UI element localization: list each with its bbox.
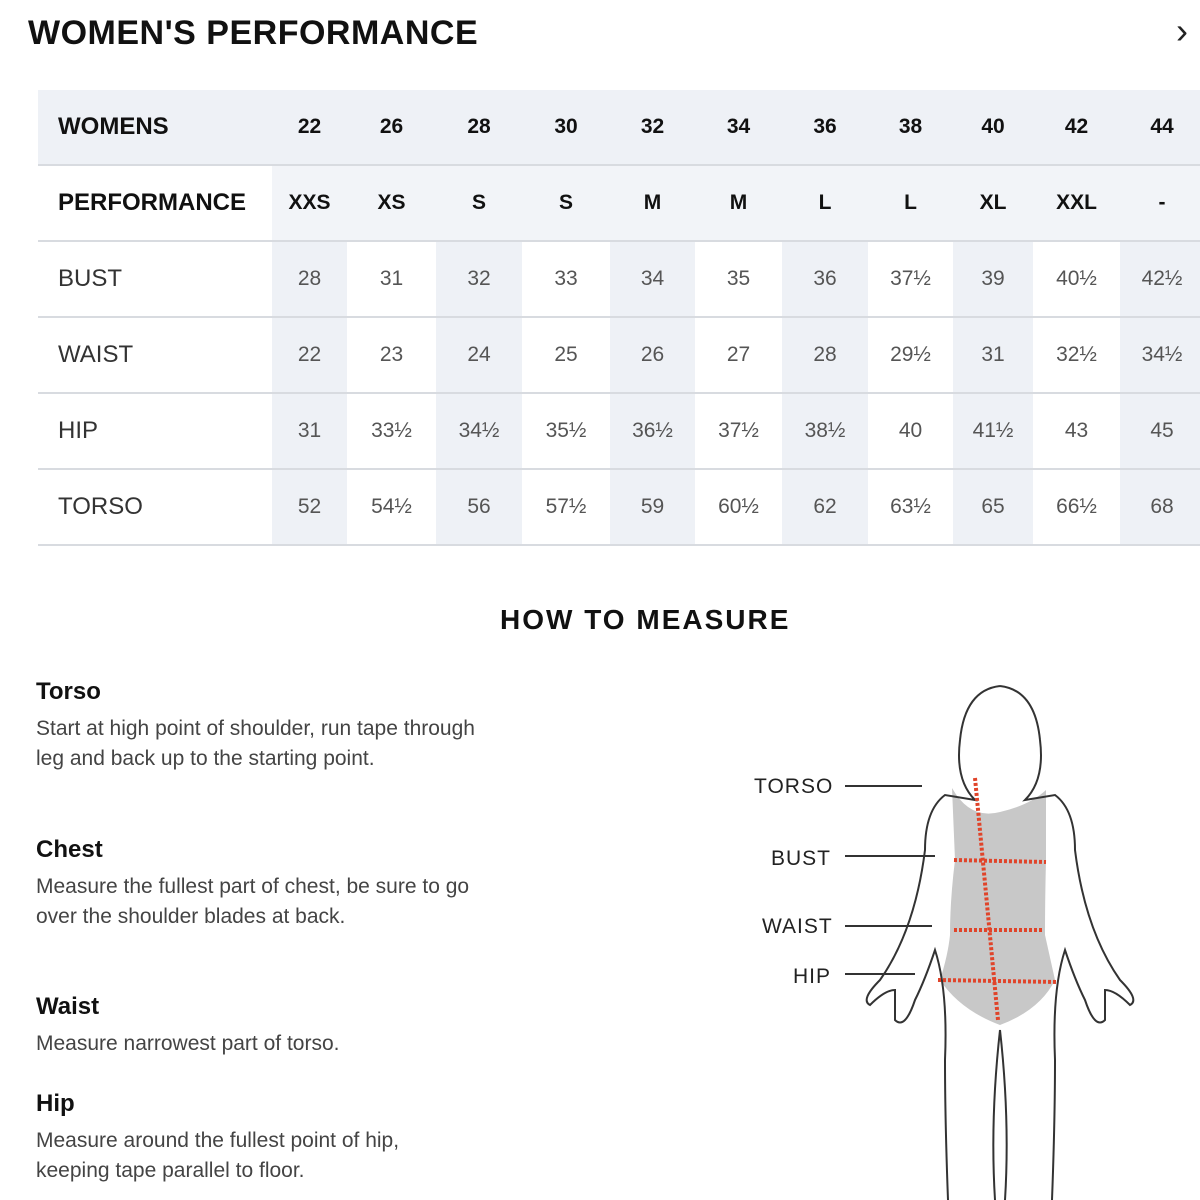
table-cell: S — [436, 165, 522, 241]
table-cell: S — [522, 165, 610, 241]
table-cell: 37½ — [868, 241, 953, 317]
table-row — [38, 165, 1200, 241]
row-label: TORSO — [38, 469, 272, 545]
table-cell: 66½ — [1033, 469, 1120, 545]
table-cell: 33 — [522, 241, 610, 317]
body-figure-illustration — [740, 670, 1160, 1200]
row-label: WAIST — [38, 317, 272, 393]
table-cell: 34½ — [436, 393, 522, 469]
table-cell: 40 — [953, 90, 1033, 165]
table-cell: 31 — [953, 317, 1033, 393]
table-cell: 32 — [610, 90, 695, 165]
table-cell: 32½ — [1033, 317, 1120, 393]
table-cell: 40½ — [1033, 241, 1120, 317]
table-cell: 30 — [522, 90, 610, 165]
table-cell: 28 — [782, 317, 868, 393]
table-row — [38, 469, 1200, 545]
table-cell: 62 — [782, 469, 868, 545]
table-cell: 22 — [272, 90, 347, 165]
table-cell: 38½ — [782, 393, 868, 469]
measure-waist — [36, 993, 476, 1059]
table-cell: 38 — [868, 90, 953, 165]
table-cell: 22 — [272, 317, 347, 393]
table-cell: XS — [347, 165, 436, 241]
table-cell: 28 — [272, 241, 347, 317]
table-cell: 44 — [1120, 90, 1200, 165]
measure-heading: Waist — [36, 993, 100, 1020]
row-label: PERFORMANCE — [38, 165, 272, 241]
table-cell: 34 — [610, 241, 695, 317]
table-cell: 35 — [695, 241, 782, 317]
table-cell: 56 — [436, 469, 522, 545]
measure-heading: Torso — [36, 678, 101, 705]
figure-label-bust: BUST — [771, 847, 832, 870]
table-cell: XXL — [1033, 165, 1120, 241]
measure-hip — [36, 1090, 476, 1186]
table-cell: 32 — [436, 241, 522, 317]
table-cell: L — [782, 165, 868, 241]
size-chart-table — [38, 90, 1200, 546]
measure-torso — [36, 678, 476, 774]
table-cell: 33½ — [347, 393, 436, 469]
measure-text: Start at high point of shoulder, run tape through leg and back up to the starting point. — [36, 717, 475, 770]
table-cell: 36½ — [610, 393, 695, 469]
table-cell: 26 — [610, 317, 695, 393]
table-cell: 52 — [272, 469, 347, 545]
table-cell: 31 — [347, 241, 436, 317]
table-cell: 36 — [782, 90, 868, 165]
swimsuit-shape — [940, 788, 1055, 1025]
table-row — [38, 393, 1200, 469]
table-cell: 42 — [1033, 90, 1120, 165]
page-title: WOMEN'S PERFORMANCE — [28, 14, 479, 52]
measure-heading: Hip — [36, 1090, 75, 1117]
table-cell: 68 — [1120, 469, 1200, 545]
figure-label-waist: WAIST — [762, 915, 833, 938]
table-cell: 36 — [782, 241, 868, 317]
table-cell: 42½ — [1120, 241, 1200, 317]
table-cell: 29½ — [868, 317, 953, 393]
table-cell: 41½ — [953, 393, 1033, 469]
table-cell: 28 — [436, 90, 522, 165]
table-cell: 31 — [272, 393, 347, 469]
figure-label-hip: HIP — [793, 965, 832, 988]
table-cell: 37½ — [695, 393, 782, 469]
table-cell: 57½ — [522, 469, 610, 545]
table-cell: XXS — [272, 165, 347, 241]
how-to-measure-title: HOW TO MEASURE — [500, 604, 791, 635]
table-cell: 25 — [522, 317, 610, 393]
table-cell: 45 — [1120, 393, 1200, 469]
measure-text: Measure around the fullest point of hip, keeping tape parallel to floor. — [36, 1129, 400, 1182]
table-cell: XL — [953, 165, 1033, 241]
table-cell: 24 — [436, 317, 522, 393]
table-cell: 39 — [953, 241, 1033, 317]
table-row — [38, 90, 1200, 165]
table-cell: 63½ — [868, 469, 953, 545]
table-cell: 60½ — [695, 469, 782, 545]
table-cell: 34½ — [1120, 317, 1200, 393]
table-cell: 26 — [347, 90, 436, 165]
table-cell: 35½ — [522, 393, 610, 469]
close-chevron-icon[interactable]: › — [1176, 10, 1188, 51]
table-row — [38, 317, 1200, 393]
table-cell: 34 — [695, 90, 782, 165]
row-label: WOMENS — [38, 90, 272, 165]
table-cell: 54½ — [347, 469, 436, 545]
row-label: BUST — [38, 241, 272, 317]
measure-text: Measure narrowest part of torso. — [36, 1032, 340, 1055]
table-cell: M — [610, 165, 695, 241]
table-cell: 40 — [868, 393, 953, 469]
figure-label-torso: TORSO — [754, 775, 834, 798]
row-label: HIP — [38, 393, 272, 469]
table-cell: 23 — [347, 317, 436, 393]
table-cell: 43 — [1033, 393, 1120, 469]
measure-chest — [36, 836, 476, 932]
measure-text: Measure the fullest part of chest, be sure to go over the shoulder blades at back. — [36, 875, 470, 928]
table-cell: M — [695, 165, 782, 241]
table-cell: 59 — [610, 469, 695, 545]
table-cell: 27 — [695, 317, 782, 393]
table-row — [38, 241, 1200, 317]
measure-heading: Chest — [36, 836, 103, 863]
table-cell: - — [1120, 165, 1200, 241]
table-cell: L — [868, 165, 953, 241]
table-cell: 65 — [953, 469, 1033, 545]
